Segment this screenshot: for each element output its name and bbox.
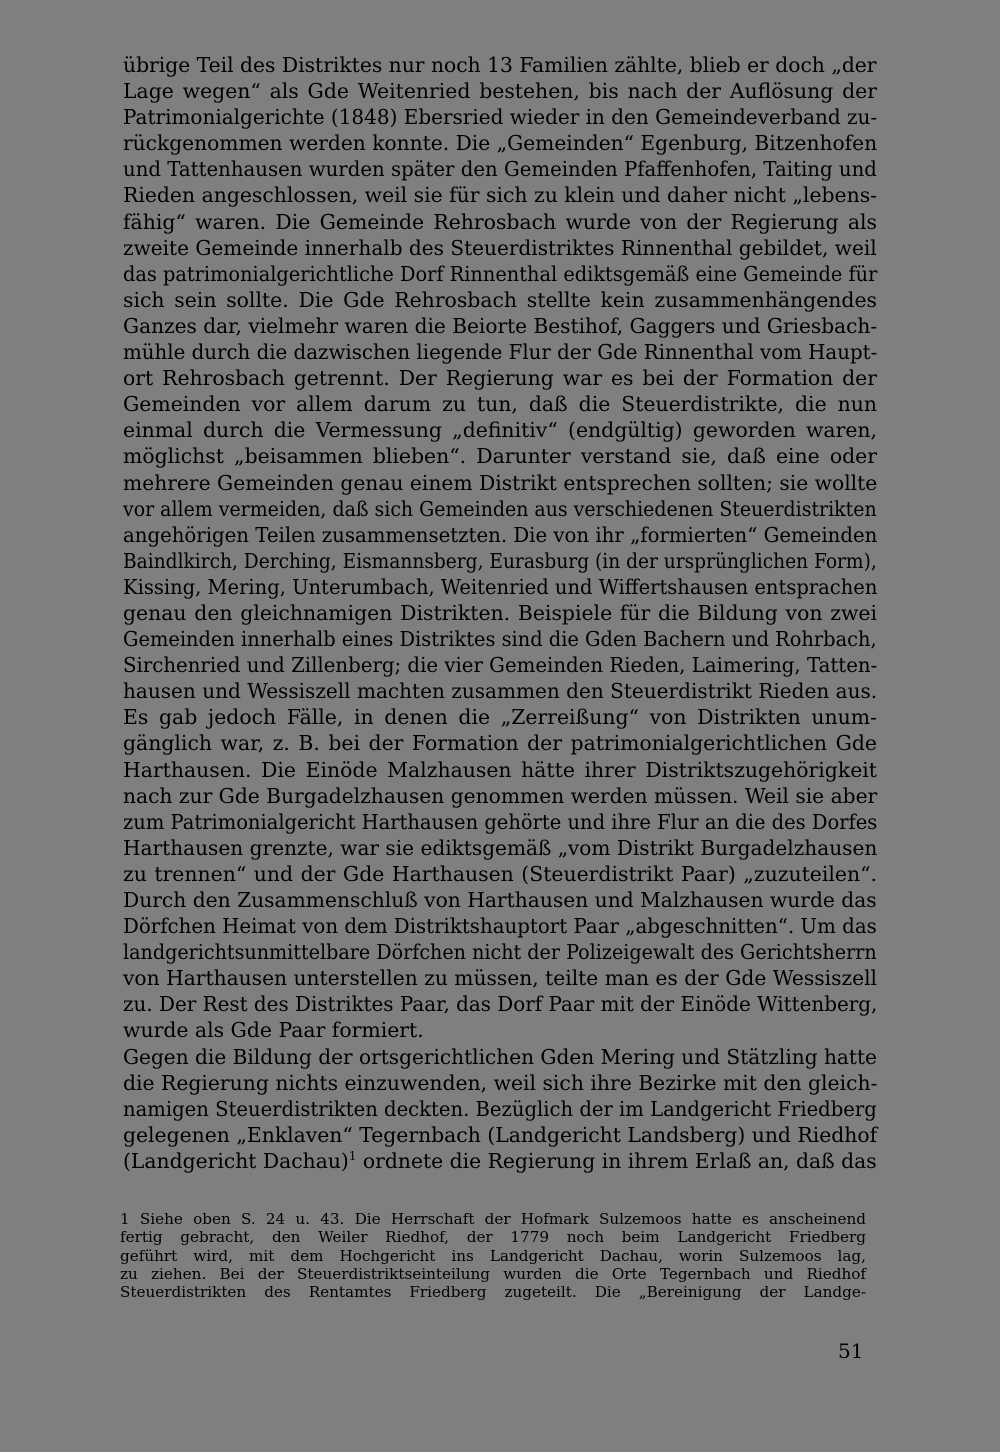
body-line: übrige Teil des Distriktes nur noch 13 Familien zählte, blieb er doch „der [123,53,877,77]
body-line: Gegen die Bildung der ortsgerichtlichen Gden Mering und Stätzling hatte [123,1044,877,1069]
body-line: vor allem vermeiden, daß sich Gemeinden aus verschiedenen Steuerdistrikten [123,496,877,521]
body-line: einmal durch die Vermessung „definitiv“ (endgültig) geworden waren, [123,418,877,443]
body-line-part: (Landgericht Dachau) [123,1148,349,1173]
body-line: Rieden angeschlossen, weil sie für sich zu klein und daher nicht „lebens- [123,183,878,208]
body-line: ort Rehrosbach getrennt. Der Regierung war es bei der Formation der [123,366,877,391]
body-line: das patrimonialgerichtliche Dorf Rinnenthal ediktsgemäß eine Gemeinde für [123,261,878,286]
body-text [123,52,877,1174]
page-number: 51 [838,1339,864,1363]
body-line: nach zur Gde Burgadelzhausen genommen werden müssen. Weil sie aber [123,783,878,808]
body-line: von Harthausen unterstellen zu müssen, teilte man es der Gde Wessiszell [123,966,878,991]
body-line: mühle durch die dazwischen liegende Flur der Gde Rinnenthal vom Haupt- [123,340,878,365]
body-line: Baindlkirch, Derching, Eismannsberg, Eurasburg (in der ursprünglichen Form), [123,548,877,573]
body-line: die Regierung nichts einzuwenden, weil sich ihre Bezirke mit den gleich- [123,1070,878,1095]
body-line: fähig“ waren. Die Gemeinde Rehrosbach wurde von der Regierung als [123,209,877,234]
footnote-line: geführt wird, mit dem Hochgericht ins Landgericht Dachau, worin Sulzemoos lag, [120,1246,866,1265]
body-line: mehrere Gemeinden genau einem Distrikt entsprechen sollten; sie wollte [123,470,878,495]
body-line: gelegenen „Enklaven“ Tegernbach (Landgericht Landsberg) und Riedhof [123,1122,878,1147]
body-line: hausen und Wessiszell machten zusammen den Steuerdistrikt Rieden aus. [123,679,878,704]
body-line: Durch den Zusammenschluß von Harthausen und Malzhausen wurde das [123,888,877,912]
footnote-reference: 1 [348,1149,357,1164]
body-line: Gemeinden innerhalb eines Distriktes sind die Gden Bachern und Rohrbach, [123,627,877,652]
body-line: Ganzes dar, vielmehr waren die Beiorte Bestihof, Gaggers und Griesbach- [123,313,878,338]
body-line: Lage wegen“ als Gde Weitenried bestehen, bis nach der Auflösung der [123,79,877,104]
body-line: zum Patrimonialgericht Harthausen gehörte und ihre Flur an die des Dorfes [123,809,878,834]
body-line: Dörfchen Heimat von dem Distriktshauptort Paar „abgeschnitten“. Um das [123,914,877,939]
body-line: genau den gleichnamigen Distrikten. Beispiele für die Bildung von zwei [123,600,877,625]
body-line: Kissing, Mering, Unterumbach, Weitenried und Wiffertshausen entsprachen [123,574,878,599]
body-line: Patrimonialgerichte (1848) Ebersried wieder in den Gemeindeverband zu- [123,105,878,130]
footnote-line: Steuerdistrikten des Rentamtes Friedberg zugeteilt. Die „Bereinigung der Landge- [120,1283,866,1302]
footnote [120,1210,866,1301]
body-line [123,1148,877,1174]
body-line: rückgenommen werden konnte. Die „Gemeinden“ Egenburg, Bitzenhofen [123,131,878,156]
body-line-part: ordnete die Regierung in ihrem Erlaß an, daß das [356,1148,877,1173]
body-line: angehörigen Teilen zusammensetzten. Die von ihr „formierten“ Gemeinden [123,522,878,547]
body-line: und Tattenhausen wurden später den Gemeinden Pfaffenhofen, Taiting und [123,157,877,182]
footnote-line: zu ziehen. Bei der Steuerdistriktseinteilung wurden die Orte Tegernbach und Riedhof [120,1264,866,1283]
footnote-line: 1 Siehe oben S. 24 u. 43. Die Herrschaft der Hofmark Sulzemoos hatte es anscheinend [120,1210,866,1228]
body-line: wurde als Gde Paar formiert. [123,1018,424,1043]
body-line: Sirchenried und Zillenberg; die vier Gemeinden Rieden, Laimering, Tatten- [123,653,878,678]
body-line: landgerichtsunmittelbare Dörfchen nicht der Polizeigewalt des Gerichtsherrn [123,940,877,965]
body-line: Harthausen grenzte, war sie ediktsgemäß „vom Distrikt Burgadelzhausen [123,835,878,860]
footnote-line: fertig gebracht, den Weiler Riedhof, der 1779 noch beim Landgericht Friedberg [120,1228,866,1247]
body-line: zu. Der Rest des Distriktes Paar, das Dorf Paar mit der Einöde Wittenberg, [123,992,878,1017]
body-line: zweite Gemeinde innerhalb des Steuerdistriktes Rinnenthal gebildet, weil [123,235,877,260]
body-line: Es gab jedoch Fälle, in denen die „Zerreißung“ von Distrikten unum- [123,705,877,730]
body-line: namigen Steuerdistrikten deckten. Bezüglich der im Landgericht Friedberg [123,1096,877,1121]
body-line: möglichst „beisammen blieben“. Darunter verstand sie, daß eine oder [123,444,877,469]
body-line: zu trennen“ und der Gde Harthausen (Steuerdistrikt Paar) „zuzuteilen“. [123,861,877,886]
body-line: Harthausen. Die Einöde Malzhausen hätte ihrer Distriktszugehörigkeit [123,757,877,782]
body-line: gänglich war, z. B. bei der Formation der patrimonialgerichtlichen Gde [123,731,877,756]
body-line: sich sein sollte. Die Gde Rehrosbach stellte kein zusammenhängendes [123,287,877,312]
body-line: Gemeinden vor allem darum zu tun, daß die Steuerdistrikte, die nun [123,392,877,417]
